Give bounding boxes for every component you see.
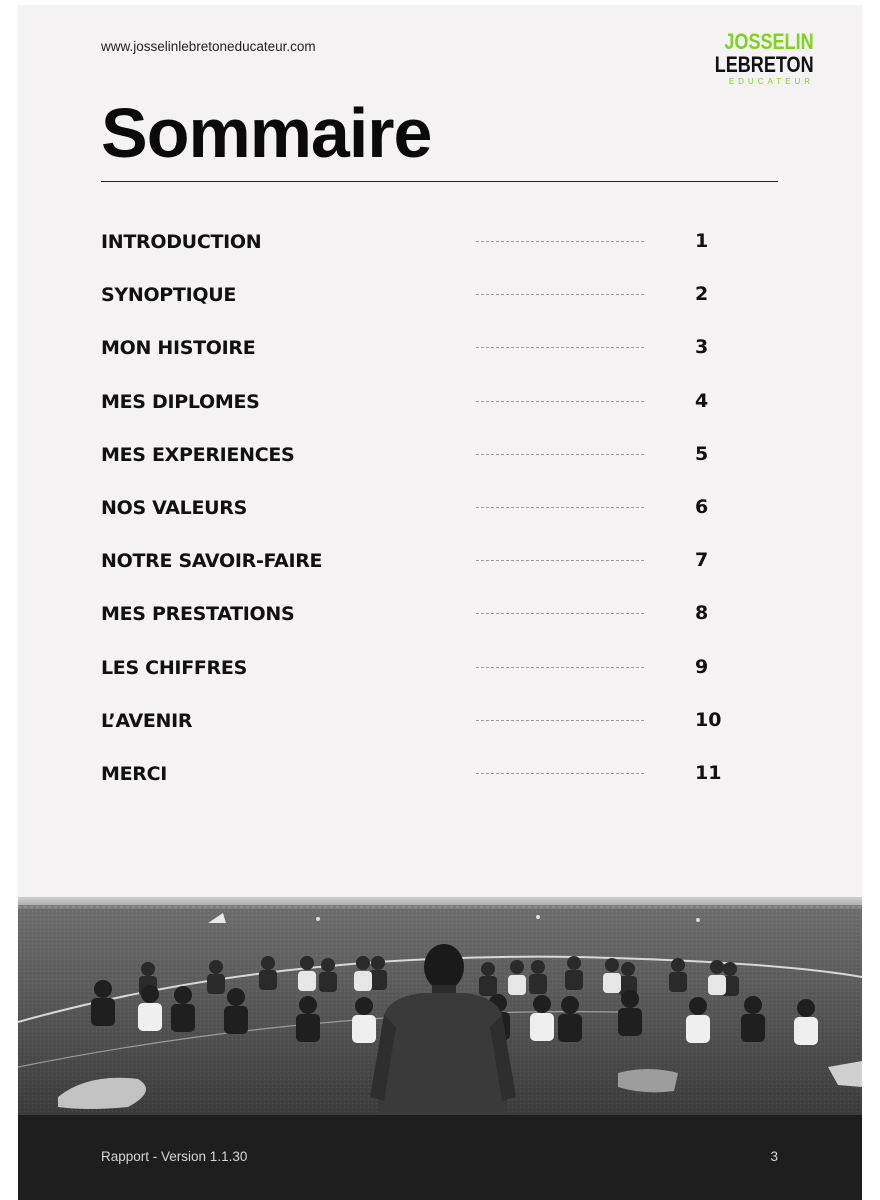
logo-tagline: EDUCATEUR bbox=[728, 77, 814, 86]
toc-entry-label: NOTRE SAVOIR-FAIRE bbox=[101, 550, 323, 573]
title-divider bbox=[101, 181, 778, 182]
toc-entry-merci[interactable] bbox=[101, 753, 741, 806]
toc-entry-page: 8 bbox=[695, 602, 709, 625]
toc-entry-label: NOS VALEURS bbox=[101, 496, 248, 519]
toc-entry-label: MES DIPLOMES bbox=[101, 390, 260, 413]
toc-entry-les-chiffres[interactable] bbox=[101, 647, 741, 700]
website-url[interactable]: www.josselinlebretoneducateur.com bbox=[101, 39, 316, 54]
toc-entry-mes-prestations[interactable] bbox=[101, 593, 741, 646]
document-page bbox=[18, 5, 862, 1200]
toc-entry-page: 3 bbox=[695, 336, 709, 359]
toc-entry-page: 11 bbox=[695, 761, 722, 784]
toc-dot-leader bbox=[476, 720, 644, 721]
page-title: Sommaire bbox=[101, 94, 432, 172]
toc-entry-introduction[interactable] bbox=[101, 221, 741, 274]
toc-entry-nos-valeurs[interactable] bbox=[101, 487, 741, 540]
toc-entry-label: MES PRESTATIONS bbox=[101, 603, 295, 626]
toc-dot-leader bbox=[476, 241, 644, 242]
toc-entry-page: 9 bbox=[695, 655, 709, 678]
toc-entry-label: SYNOPTIQUE bbox=[101, 284, 237, 307]
logo-last-name: LEBRETON bbox=[715, 52, 814, 77]
document-version: Rapport - Version 1.1.30 bbox=[101, 1149, 248, 1164]
toc-entry-label: MON HISTOIRE bbox=[101, 337, 256, 360]
toc-dot-leader bbox=[476, 507, 644, 508]
toc-entry-page: 4 bbox=[695, 389, 709, 412]
toc-dot-leader bbox=[476, 667, 644, 668]
toc-entry-l-avenir[interactable] bbox=[101, 700, 741, 753]
page-footer bbox=[18, 1115, 862, 1200]
table-of-contents bbox=[101, 221, 741, 806]
toc-dot-leader bbox=[476, 347, 644, 348]
toc-dot-leader bbox=[476, 560, 644, 561]
logo-first-name: JOSSELIN bbox=[724, 29, 814, 54]
toc-dot-leader bbox=[476, 773, 644, 774]
toc-dot-leader bbox=[476, 613, 644, 614]
toc-entry-mes-diplomes[interactable] bbox=[101, 381, 741, 434]
toc-entry-label: LES CHIFFRES bbox=[101, 656, 247, 679]
toc-entry-synoptique[interactable] bbox=[101, 274, 741, 327]
toc-dot-leader bbox=[476, 294, 644, 295]
toc-entry-page: 10 bbox=[695, 708, 722, 731]
page-number: 3 bbox=[770, 1149, 778, 1164]
toc-entry-page: 5 bbox=[695, 442, 709, 465]
toc-entry-label: MES EXPERIENCES bbox=[101, 443, 295, 466]
toc-entry-mes-experiences[interactable] bbox=[101, 434, 741, 487]
toc-entry-notre-savoir-faire[interactable] bbox=[101, 540, 741, 593]
toc-entry-label: MERCI bbox=[101, 762, 168, 785]
toc-entry-page: 1 bbox=[695, 230, 709, 252]
toc-dot-leader bbox=[476, 401, 644, 402]
toc-dot-leader bbox=[476, 454, 644, 455]
toc-entry-page: 2 bbox=[695, 283, 709, 306]
toc-entry-label: INTRODUCTION bbox=[101, 231, 262, 253]
toc-entry-page: 6 bbox=[695, 495, 709, 518]
toc-entry-mon-histoire[interactable] bbox=[101, 327, 741, 380]
coach-with-children-photo bbox=[18, 897, 862, 1115]
toc-entry-page: 7 bbox=[695, 549, 709, 572]
brand-logo bbox=[693, 31, 814, 86]
toc-entry-label: L’AVENIR bbox=[101, 709, 193, 732]
